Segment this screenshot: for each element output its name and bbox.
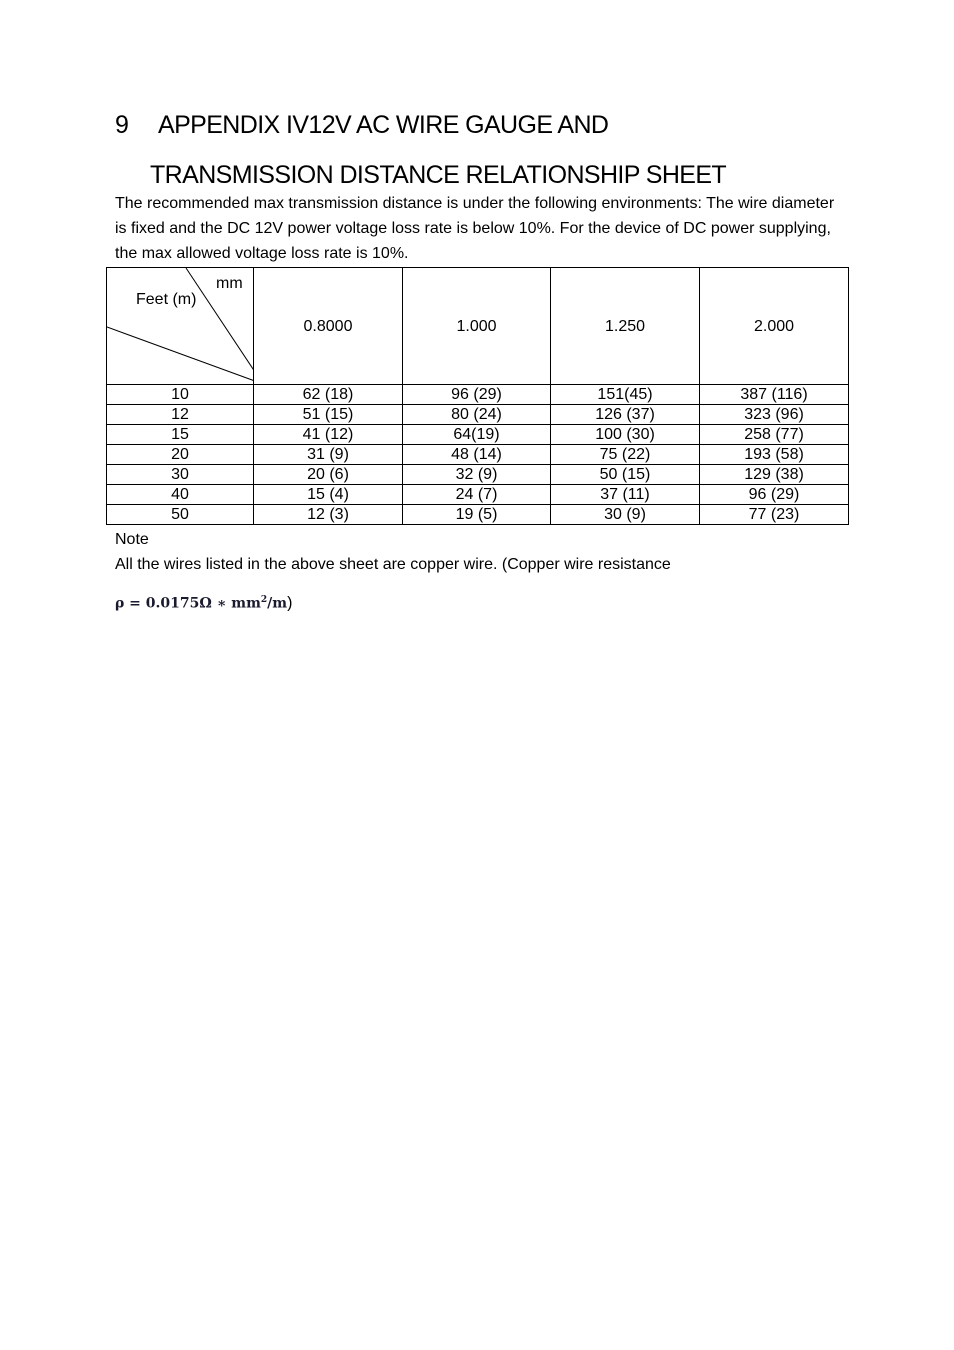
- table-cell: 50 (15): [551, 465, 700, 485]
- table-cell: 32 (9): [403, 465, 551, 485]
- row-header-cell: 10: [107, 385, 254, 405]
- row-header-cell: 50: [107, 505, 254, 525]
- column-header: 0.8000: [254, 268, 403, 385]
- table-row: [107, 465, 849, 485]
- formula-exponent: 2: [260, 595, 268, 605]
- section-heading: [115, 100, 726, 200]
- table-cell: 51 (15): [254, 405, 403, 425]
- table-cell: 31 (9): [254, 445, 403, 465]
- section-title-line1: APPENDIX IV12V AC WIRE GAUGE AND: [158, 111, 609, 139]
- table-cell: 62 (18): [254, 385, 403, 405]
- column-header: 2.000: [700, 268, 849, 385]
- table-cell: 100 (30): [551, 425, 700, 445]
- formula-unit: /m: [267, 595, 288, 612]
- table-cell: 48 (14): [403, 445, 551, 465]
- table-cell: 96 (29): [403, 385, 551, 405]
- formula-close-paren: ): [287, 594, 293, 612]
- column-header: 1.250: [551, 268, 700, 385]
- table-header-row: [107, 268, 849, 385]
- note-text: All the wires listed in the above sheet are copper wire. (Copper wire resistance: [115, 556, 671, 573]
- table-cell: 258 (77): [700, 425, 849, 445]
- intro-paragraph: The recommended max transmission distance is under the following environments: The wire diameter is fixed and the DC 12V power voltage loss rate is below 10%. For the device of DC power supplying, the max allowed voltage loss rate is 10%.: [115, 195, 835, 262]
- table-row: [107, 485, 849, 505]
- table-cell: 129 (38): [700, 465, 849, 485]
- table-cell: 41 (12): [254, 425, 403, 445]
- column-header: 1.000: [403, 268, 551, 385]
- table-cell: 20 (6): [254, 465, 403, 485]
- table-cell: 64(19): [403, 425, 551, 445]
- table-row: [107, 445, 849, 465]
- table-cell: 77 (23): [700, 505, 849, 525]
- row-header-cell: 40: [107, 485, 254, 505]
- note-label: Note: [115, 531, 149, 548]
- table-cell: 151(45): [551, 385, 700, 405]
- table-row: [107, 505, 849, 525]
- table-cell: 15 (4): [254, 485, 403, 505]
- row-header-cell: 30: [107, 465, 254, 485]
- wire-gauge-table: [106, 267, 849, 525]
- table-cell: 75 (22): [551, 445, 700, 465]
- table-cell: 19 (5): [403, 505, 551, 525]
- table-cell: 126 (37): [551, 405, 700, 425]
- formula-lhs: ρ = 0.0175Ω ∗ mm: [115, 595, 261, 612]
- corner-cell: [107, 268, 254, 385]
- table-row: [107, 405, 849, 425]
- table-cell: 80 (24): [403, 405, 551, 425]
- table-row: [107, 425, 849, 445]
- table-cell: 323 (96): [700, 405, 849, 425]
- table-cell: 37 (11): [551, 485, 700, 505]
- table-cell: 12 (3): [254, 505, 403, 525]
- row-header-cell: 12: [107, 405, 254, 425]
- table-cell: 387 (116): [700, 385, 849, 405]
- table-cell: 96 (29): [700, 485, 849, 505]
- table-cell: 193 (58): [700, 445, 849, 465]
- section-number: 9: [115, 111, 129, 139]
- note-block: [115, 527, 671, 577]
- corner-label-mm: mm: [216, 275, 243, 292]
- resistance-formula: [115, 589, 292, 615]
- row-header-cell: 20: [107, 445, 254, 465]
- table-cell: 24 (7): [403, 485, 551, 505]
- row-header-cell: 15: [107, 425, 254, 445]
- section-title-line2: TRANSMISSION DISTANCE RELATIONSHIP SHEET: [150, 161, 727, 189]
- table-cell: 30 (9): [551, 505, 700, 525]
- table-row: [107, 385, 849, 405]
- corner-label-feet: Feet (m): [136, 291, 197, 308]
